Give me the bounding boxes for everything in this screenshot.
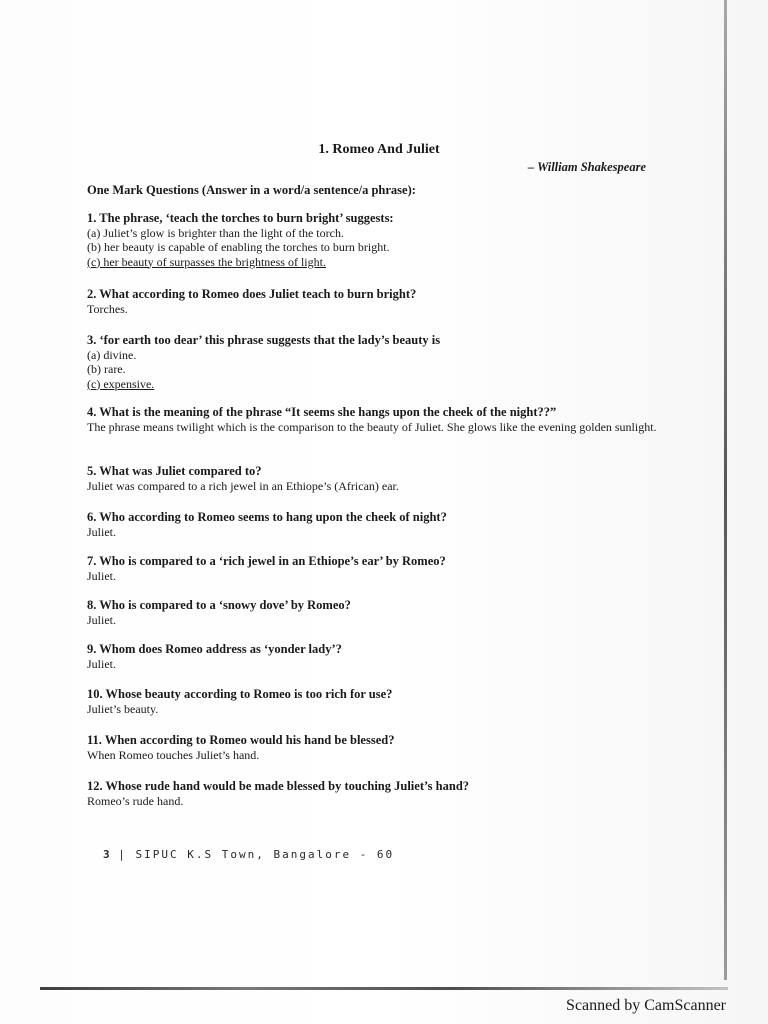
question-text: 1. The phrase, ‘teach the torches to burn bright’ suggests: [87, 211, 394, 225]
page-footer [103, 848, 394, 861]
question-text: 11. When according to Romeo would his hand be blessed? [87, 733, 395, 747]
question-text: 9. Whom does Romeo address as ‘yonder lady’? [87, 642, 342, 656]
option-a: (a) Juliet’s glow is brighter than the light of the torch. [87, 225, 344, 240]
option-a: (a) divine. [87, 347, 137, 362]
option-b: (b) rare. [87, 362, 126, 376]
question-block-3 [87, 333, 657, 391]
document-author: – William Shakespeare [527, 160, 646, 174]
answer-text: The phrase means twilight which is the comparison to the beauty of Juliet. She glows like the evening golden sunlight. [87, 419, 657, 434]
question-block-11 [87, 733, 657, 762]
answer-text: Juliet’s beauty. [87, 701, 159, 716]
footer-separator: | [109, 848, 136, 861]
question-text: 3. ‘for earth too dear’ this phrase suggests that the lady’s beauty is [87, 333, 441, 347]
answer-text: Romeo’s rude hand. [87, 793, 184, 808]
scanner-watermark: Scanned by CamScanner [566, 997, 726, 1014]
answer-text: When Romeo touches Juliet’s hand. [87, 747, 260, 762]
answer-text: Juliet. [87, 612, 116, 627]
question-text: 12. Whose rude hand would be made blessed by touching Juliet’s hand? [87, 779, 470, 793]
question-block-7 [87, 554, 657, 583]
option-b: (b) her beauty is capable of enabling the torches to burn bright. [87, 240, 390, 254]
question-block-4 [87, 405, 657, 434]
answer-text: Juliet. [87, 524, 116, 539]
page-number: 3 [103, 848, 110, 861]
option-c-answer: (c) expensive. [87, 376, 155, 391]
question-block-8 [87, 598, 657, 627]
question-text: 8. Who is compared to a ‘snowy dove’ by Romeo? [87, 598, 351, 612]
question-text: 4. What is the meaning of the phrase “It seems she hangs upon the cheek of the night??” [87, 405, 557, 419]
answer-text: Juliet was compared to a rich jewel in an Ethiope’s (African) ear. [87, 478, 399, 493]
question-block-12 [87, 779, 657, 808]
question-text: 7. Who is compared to a ‘rich jewel in an Ethiope’s ear’ by Romeo? [87, 554, 446, 568]
question-block-5 [87, 464, 657, 493]
question-text: 6. Who according to Romeo seems to hang upon the cheek of night? [87, 510, 447, 524]
question-block-1 [87, 211, 657, 269]
answer-text: Juliet. [87, 656, 116, 671]
question-text: 10. Whose beauty according to Romeo is too rich for use? [87, 687, 393, 701]
footer-text: SIPUC K.S Town, Bangalore - 60 [135, 848, 395, 861]
section-heading: One Mark Questions (Answer in a word/a sentence/a phrase): [87, 183, 416, 197]
answer-text: Juliet. [87, 568, 116, 583]
question-block-6 [87, 510, 657, 539]
question-block-9 [87, 642, 657, 671]
question-block-2 [87, 287, 657, 316]
option-c-answer: (c) her beauty of surpasses the brightness of light. [87, 254, 326, 269]
question-text: 5. What was Juliet compared to? [87, 464, 262, 478]
scan-bottom-edge [40, 987, 728, 990]
document-title: 1. Romeo And Juliet [318, 142, 440, 157]
question-block-10 [87, 687, 657, 716]
question-text: 2. What according to Romeo does Juliet teach to burn bright? [87, 287, 417, 301]
answer-text: Torches. [87, 301, 128, 316]
